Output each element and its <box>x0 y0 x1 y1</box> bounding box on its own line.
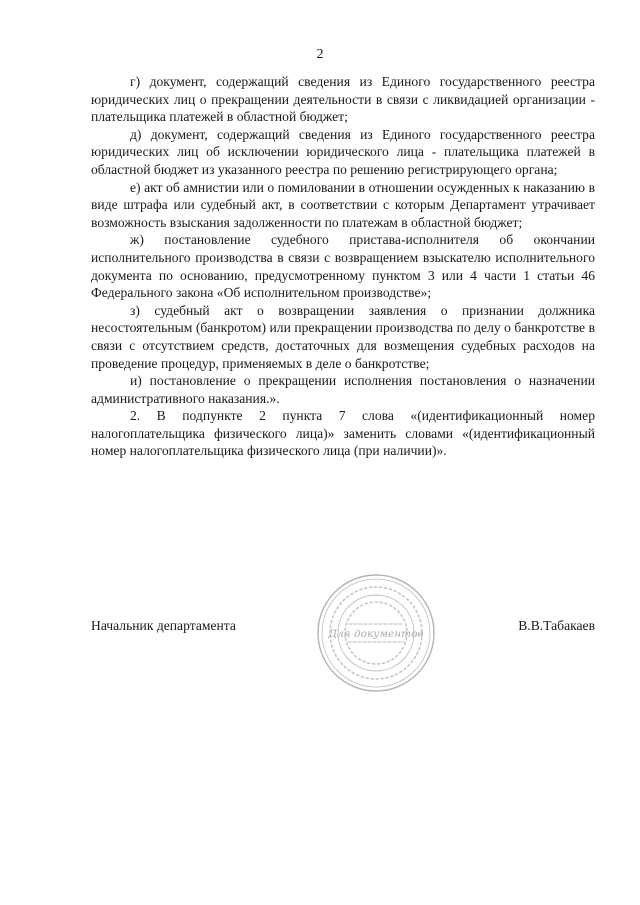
paragraph-i: и) постановление о прекращении исполнения постановления о назначении административного наказания.». <box>91 373 595 406</box>
signature-row <box>91 617 595 637</box>
paragraph-d: д) документ, содержащий сведения из Единого государственного реестра юридических лиц об исключении юридического лица - плательщика платежей в областной бюджет из указанного реестра по решению регистрирующего органа; <box>91 126 595 177</box>
paragraph-2: 2. В подпункте 2 пункта 7 слова «(идентификационный номер налогоплательщика физического лица)» заменить словами «(идентификационный номер налогоплательщика физического лица (при наличии)». <box>91 408 595 459</box>
signer-name: В.В.Табакаев <box>518 618 595 633</box>
stamp-center-text: Для документов <box>328 628 424 640</box>
paragraph-e: е) акт об амнистии или о помиловании в отношении осужденных к наказанию в виде штрафа или судебный акт, в соответствии с которым Департамент утрачивает возможность взыскания задолженности по платежам в областной бюджет; <box>91 179 595 230</box>
signer-title: Начальник департамента <box>91 618 236 633</box>
page-number: 2 <box>316 47 324 62</box>
paragraph-z: з) судебный акт о возвращении заявления о признании должника несостоятельным (банкротом) или прекращении производства по делу о банкротстве в связи с отсутствием средств, достаточных для возмещения судебных расходов на проведение процедур, применяемых в деле о банкротстве; <box>91 302 595 371</box>
document-body <box>91 73 595 460</box>
paragraph-g: г) документ, содержащий сведения из Единого государственного реестра юридических лиц о прекращении деятельности в связи с ликвидацией организации - плательщика платежей в областной бюджет; <box>91 74 595 125</box>
paragraph-zh: ж) постановление судебного пристава-исполнителя об окончании исполнительного производства в связи с возвращением взыскателю исполнительного документа по основанию, предусмотренному пунктом 3 или 4 части 1 статьи 46 Федерального закона «Об исполнительном производстве»; <box>91 232 595 301</box>
